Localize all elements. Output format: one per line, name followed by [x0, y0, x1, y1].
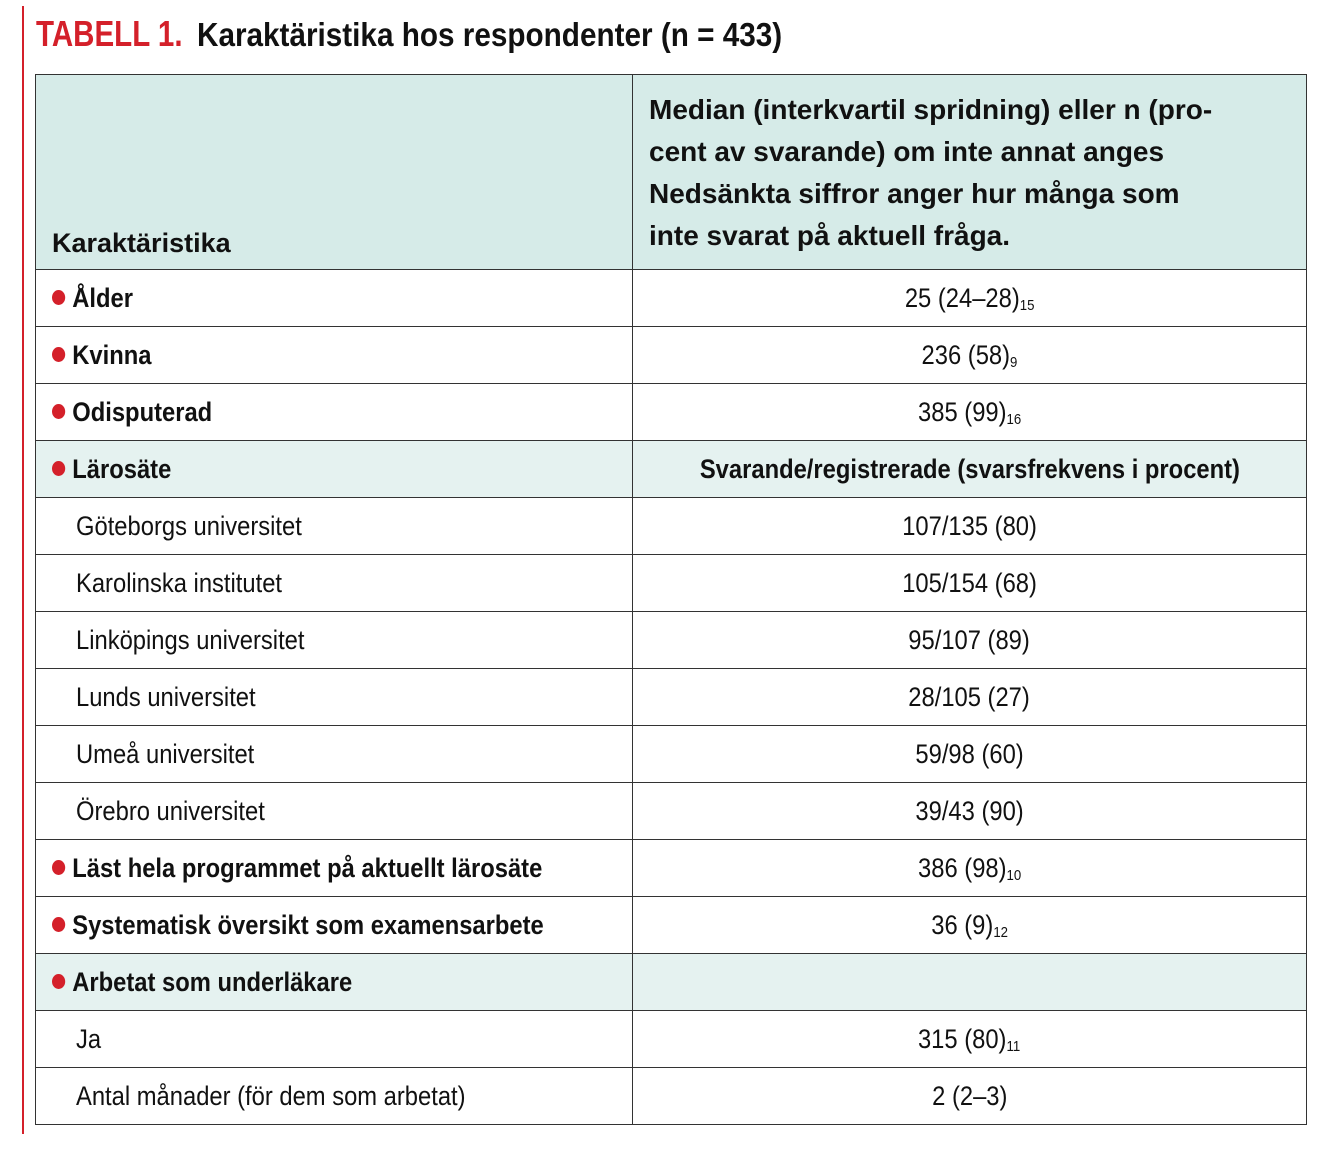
row-value-cell	[633, 726, 1307, 783]
row-value-wrap	[918, 853, 1021, 884]
table-row	[36, 1011, 1307, 1068]
row-label-wrap	[76, 511, 302, 542]
row-label: Ja	[76, 1023, 102, 1054]
row-value-cell	[633, 270, 1307, 327]
table-row	[36, 669, 1307, 726]
row-value-wrap	[909, 625, 1031, 656]
bullet-icon	[52, 290, 65, 305]
row-value: 105/154 (68)	[902, 567, 1037, 598]
row-label-cell	[36, 783, 633, 840]
row-value: Svarande/registrerade (svarsfrekvens i procent)	[699, 453, 1240, 484]
row-value-cell	[633, 612, 1307, 669]
row-label-wrap	[76, 682, 256, 713]
row-label-wrap	[76, 1024, 101, 1055]
table-row	[36, 726, 1307, 783]
row-value-cell	[633, 327, 1307, 384]
missing-count: 12	[993, 923, 1008, 941]
column-header-values-line: inte svarat på aktuell fråga.	[649, 220, 1011, 251]
row-value: 107/135 (80)	[902, 510, 1037, 541]
row-value: 25 (24–28)	[904, 282, 1020, 313]
column-header-characteristics: Karaktäristika	[36, 75, 633, 270]
missing-count: 11	[1006, 1037, 1021, 1055]
row-value: 315 (80)	[918, 1023, 1007, 1054]
row-label: Lunds universitet	[76, 681, 256, 712]
row-label-wrap	[52, 397, 212, 428]
row-value-wrap	[915, 739, 1023, 770]
row-value-cell	[633, 498, 1307, 555]
row-value-wrap	[931, 910, 1008, 941]
row-value-cell	[633, 669, 1307, 726]
table-row	[36, 384, 1307, 441]
row-value-wrap	[918, 397, 1021, 428]
row-label-cell	[36, 270, 633, 327]
bullet-icon	[52, 974, 65, 989]
row-label-cell	[36, 669, 633, 726]
row-label: Odisputerad	[72, 396, 213, 427]
row-value-wrap	[918, 1024, 1020, 1055]
row-label-wrap	[52, 283, 133, 314]
row-label-cell	[36, 954, 633, 1011]
characteristics-table	[35, 74, 1307, 1125]
column-header-values-line: cent av svarande) om inte annat anges	[649, 136, 1165, 167]
row-value-cell	[633, 954, 1307, 1011]
row-value: 39/43 (90)	[915, 795, 1024, 826]
table-row	[36, 441, 1307, 498]
row-label: Karolinska institutet	[76, 567, 283, 598]
bullet-icon	[52, 347, 65, 362]
row-label-wrap	[76, 568, 282, 599]
missing-count: 16	[1006, 410, 1022, 428]
table-row	[36, 1068, 1307, 1125]
row-value-wrap	[905, 283, 1035, 314]
row-value-cell	[633, 840, 1307, 897]
row-label-cell	[36, 897, 633, 954]
table-row	[36, 954, 1307, 1011]
row-label: Linköpings universitet	[76, 624, 305, 655]
row-label-cell	[36, 612, 633, 669]
column-header-values	[633, 75, 1307, 270]
row-label-cell	[36, 327, 633, 384]
row-label-cell	[36, 441, 633, 498]
column-header-values-line: Median (interkvartil spridning) eller n (pro-	[649, 94, 1213, 125]
row-label: Kvinna	[72, 339, 152, 370]
row-label-wrap	[52, 910, 544, 941]
table-caption: Karaktäristika hos respondenter (n = 433)	[197, 16, 783, 53]
row-value-cell	[633, 1011, 1307, 1068]
row-value-wrap	[909, 682, 1031, 713]
table-row	[36, 612, 1307, 669]
row-label-cell	[36, 498, 633, 555]
row-label: Göteborgs universitet	[76, 510, 302, 541]
row-label-wrap	[76, 739, 254, 770]
row-label: Arbetat som underläkare	[72, 966, 353, 997]
table-header-row	[36, 75, 1307, 270]
row-label-cell	[36, 726, 633, 783]
row-value: 236 (58)	[921, 339, 1011, 370]
table-row	[36, 327, 1307, 384]
table-row	[36, 270, 1307, 327]
row-label-wrap	[76, 1081, 466, 1112]
row-label-wrap	[52, 454, 171, 485]
table-row	[36, 897, 1307, 954]
row-value-wrap	[902, 568, 1037, 599]
row-value: 28/105 (27)	[908, 681, 1031, 712]
column-header-values-line: Nedsänkta siffror anger hur många som	[649, 178, 1180, 209]
left-accent-rule	[22, 6, 24, 1134]
row-value-wrap	[915, 796, 1023, 827]
row-label: Ålder	[72, 282, 133, 313]
missing-count: 15	[1019, 296, 1035, 314]
row-label-wrap	[76, 625, 304, 656]
row-value-cell	[633, 384, 1307, 441]
table-body	[36, 270, 1307, 1125]
row-label-wrap	[52, 340, 151, 371]
row-label: Lärosäte	[72, 453, 172, 484]
row-label-wrap	[52, 967, 352, 998]
missing-count: 10	[1006, 866, 1022, 884]
row-value: 2 (2–3)	[931, 1080, 1008, 1111]
row-value: 36 (9)	[931, 909, 994, 940]
row-value: 59/98 (60)	[915, 738, 1024, 769]
row-label-wrap	[76, 796, 265, 827]
row-value-cell	[633, 441, 1307, 498]
row-value-wrap	[699, 454, 1239, 485]
row-label-cell	[36, 1068, 633, 1125]
row-value: 386 (98)	[917, 852, 1007, 883]
row-value-wrap	[932, 1081, 1007, 1112]
table-title	[36, 8, 847, 60]
row-value-wrap	[902, 511, 1037, 542]
row-value-cell	[633, 555, 1307, 612]
table-row	[36, 840, 1307, 897]
row-label: Antal månader (för dem som arbetat)	[76, 1080, 466, 1111]
bullet-icon	[52, 917, 65, 932]
row-label-wrap	[52, 853, 542, 884]
row-value-cell	[633, 783, 1307, 840]
row-value: 95/107 (89)	[908, 624, 1031, 655]
table-number-label: TABELL 1.	[36, 13, 183, 54]
row-label: Läst hela programmet på aktuellt lärosäte	[72, 852, 543, 883]
table-row	[36, 783, 1307, 840]
table-row	[36, 498, 1307, 555]
bullet-icon	[52, 404, 65, 419]
missing-count: 9	[1010, 353, 1018, 371]
row-label-cell	[36, 840, 633, 897]
row-label-cell	[36, 384, 633, 441]
row-value-wrap	[922, 340, 1018, 371]
bullet-icon	[52, 860, 65, 875]
row-value-cell	[633, 1068, 1307, 1125]
row-value: 385 (99)	[917, 396, 1007, 427]
row-label: Umeå universitet	[76, 738, 255, 769]
row-value-cell	[633, 897, 1307, 954]
row-label-cell	[36, 555, 633, 612]
row-label: Örebro universitet	[76, 795, 265, 826]
table-row	[36, 555, 1307, 612]
row-label: Systematisk översikt som examensarbete	[72, 909, 544, 940]
bullet-icon	[52, 461, 65, 476]
row-label-cell	[36, 1011, 633, 1068]
